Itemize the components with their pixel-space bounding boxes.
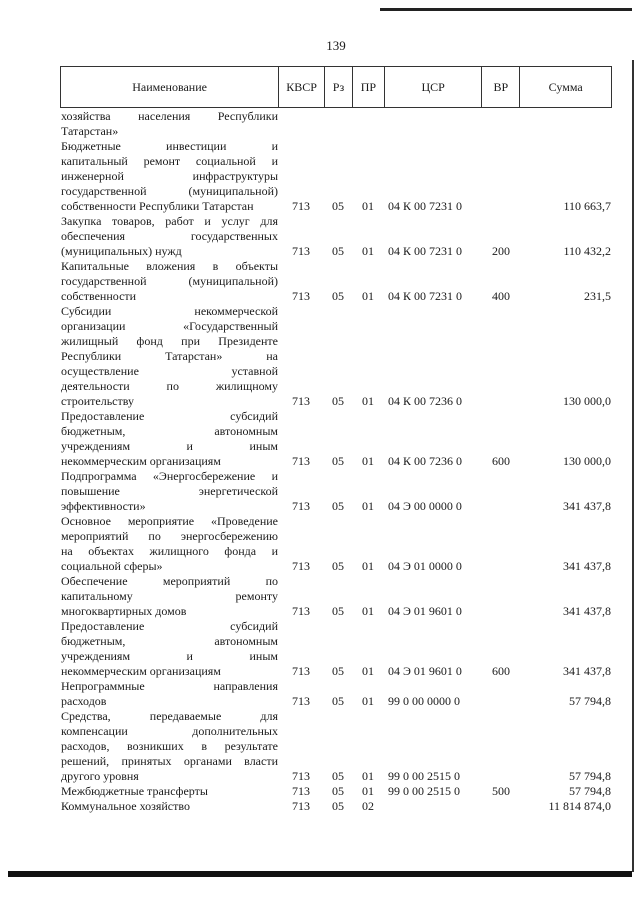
header-kvsr: КВСР (278, 67, 324, 107)
row-name-line: повышение энергетической (61, 484, 278, 498)
row-rz: 05 (332, 769, 344, 783)
row-name-line: хозяйства населения Республики (61, 109, 278, 123)
table-row (60, 409, 612, 469)
table-row (60, 214, 612, 259)
row-name-line: капитальный ремонт социальной и (61, 154, 278, 168)
row-name (60, 304, 278, 409)
row-name-line: Основное мероприятие «Проведение (61, 514, 278, 528)
table-row (60, 259, 612, 304)
row-name-line: на объектах жилищного фонда и (61, 544, 278, 558)
row-name-line: бюджетным, автономным (61, 424, 278, 438)
row-name (60, 214, 278, 259)
row-pr: 01 (362, 244, 374, 258)
row-name-line: Предоставление субсидий (61, 619, 278, 633)
row-name-line: государственной (муниципальной) (61, 274, 278, 288)
header-pr: ПР (352, 67, 384, 107)
table-row (60, 619, 612, 679)
row-csr: 99 0 00 2515 0 (388, 784, 460, 798)
header-name: Наименование (132, 79, 207, 94)
row-name-line: Непрограммные направления (61, 679, 278, 693)
row-name-line: организации «Государственный (61, 319, 278, 333)
row-name-line: некоммерческим организациям (61, 454, 221, 468)
table-row (60, 574, 612, 619)
row-name-line: осуществление уставной (61, 364, 278, 378)
row-kvsr: 713 (292, 604, 310, 618)
row-sum: 341 437,8 (563, 664, 611, 678)
row-name (60, 574, 278, 619)
row-name-line: бюджетным, автономным (61, 634, 278, 648)
row-sum: 57 794,8 (569, 769, 611, 783)
row-name-line: инженерной инфраструктуры (61, 169, 278, 183)
row-kvsr: 713 (292, 769, 310, 783)
row-kvsr: 713 (292, 244, 310, 258)
row-pr: 01 (362, 499, 374, 513)
row-kvsr: 713 (292, 394, 310, 408)
row-name-line: собственности (61, 289, 137, 303)
right-edge-line (632, 60, 634, 872)
row-name-line: Обеспечение мероприятий по (61, 574, 278, 588)
row-rz: 05 (332, 499, 344, 513)
row-sum: 57 794,8 (569, 784, 611, 798)
row-name-line: Предоставление субсидий (61, 409, 278, 423)
row-vr: 600 (492, 454, 510, 468)
row-csr: 04 Э 01 9601 0 (388, 664, 462, 678)
row-name-line: социальной сферы» (61, 559, 163, 573)
row-pr: 01 (362, 604, 374, 618)
row-sum: 11 814 874,0 (548, 799, 611, 813)
row-name-line: (муниципальных) нужд (61, 244, 182, 258)
row-pr: 01 (362, 664, 374, 678)
row-name-line: собственности Республики Татарстан (61, 199, 254, 213)
row-name-line: учреждениям и иным (61, 649, 278, 663)
row-rz: 05 (332, 289, 344, 303)
row-kvsr: 713 (292, 664, 310, 678)
row-pr: 01 (362, 784, 374, 798)
row-name (60, 679, 278, 709)
row-pr: 02 (362, 799, 374, 813)
row-name (60, 469, 278, 514)
bottom-border-line (8, 871, 632, 877)
row-name-line: Средства, передаваемые для (61, 709, 278, 723)
row-kvsr: 713 (292, 694, 310, 708)
top-border-line (380, 8, 632, 11)
row-kvsr: 713 (292, 499, 310, 513)
row-sum: 110 663,7 (563, 199, 611, 213)
row-csr: 04 К 00 7231 0 (388, 244, 463, 258)
row-name-line: Республики Татарстан» на (61, 349, 278, 363)
row-rz: 05 (332, 394, 344, 408)
row-name-line: Межбюджетные трансферты (61, 784, 208, 798)
row-sum: 341 437,8 (563, 499, 611, 513)
row-name-line: некоммерческим организациям (61, 664, 221, 678)
row-name-line: компенсации дополнительных (61, 724, 278, 738)
table-row (60, 109, 612, 139)
row-rz: 05 (332, 664, 344, 678)
row-name-line: Капитальные вложения в объекты (61, 259, 278, 273)
row-name-line: другого уровня (61, 769, 139, 783)
row-name-line: строительству (61, 394, 134, 408)
header-sum: Сумма (519, 67, 611, 107)
row-csr: 04 К 00 7231 0 (388, 199, 463, 213)
row-kvsr: 713 (292, 454, 310, 468)
row-name-line: учреждениям и иным (61, 439, 278, 453)
row-name (60, 409, 278, 469)
row-name (60, 784, 278, 799)
row-name (60, 139, 278, 214)
row-name-line: деятельности по жилищному (61, 379, 278, 393)
table-row (60, 679, 612, 709)
row-pr: 01 (362, 394, 374, 408)
row-name (60, 619, 278, 679)
row-rz: 05 (332, 454, 344, 468)
row-pr: 01 (362, 454, 374, 468)
row-name-line: жилищный фонд при Президенте (61, 334, 278, 348)
row-name-line: мероприятий по энергосбережению (61, 529, 278, 543)
row-rz: 05 (332, 784, 344, 798)
row-sum: 341 437,8 (563, 559, 611, 573)
table-row (60, 469, 612, 514)
row-kvsr: 713 (292, 199, 310, 213)
row-name (60, 709, 278, 784)
row-rz: 05 (332, 559, 344, 573)
row-vr: 200 (492, 244, 510, 258)
page-number: 139 (326, 38, 346, 53)
row-csr: 04 К 00 7236 0 (388, 394, 463, 408)
row-vr: 500 (492, 784, 510, 798)
row-name-line: капитальному ремонту (61, 589, 278, 603)
table-row (60, 709, 612, 784)
table-row (60, 784, 612, 799)
row-rz: 05 (332, 604, 344, 618)
row-kvsr: 713 (292, 784, 310, 798)
row-sum: 231,5 (584, 289, 611, 303)
row-name-line: расходов (61, 694, 107, 708)
row-name-line: государственной (муниципальной) (61, 184, 278, 198)
table-row (60, 304, 612, 409)
row-name-line: Бюджетные инвестиции и (61, 139, 278, 153)
row-rz: 05 (332, 799, 344, 813)
row-csr: 04 К 00 7236 0 (388, 454, 463, 468)
table-row (60, 799, 612, 814)
row-csr: 04 Э 01 9601 0 (388, 604, 462, 618)
row-sum: 110 432,2 (563, 244, 611, 258)
row-name-line: эффективности» (61, 499, 146, 513)
row-csr: 04 Э 01 0000 0 (388, 559, 462, 573)
row-name (60, 259, 278, 304)
row-name (60, 514, 278, 574)
row-name-line: обеспечения государственных (61, 229, 278, 243)
row-csr: 99 0 00 0000 0 (388, 694, 460, 708)
table-row (60, 139, 612, 214)
row-csr: 04 Э 00 0000 0 (388, 499, 462, 513)
row-pr: 01 (362, 199, 374, 213)
row-rz: 05 (332, 694, 344, 708)
row-sum: 130 000,0 (563, 394, 611, 408)
row-pr: 01 (362, 559, 374, 573)
row-pr: 01 (362, 694, 374, 708)
row-name-line: Коммунальное хозяйство (61, 799, 190, 813)
row-name (60, 799, 278, 814)
row-kvsr: 713 (292, 289, 310, 303)
row-pr: 01 (362, 289, 374, 303)
row-name-line: многоквартирных домов (61, 604, 187, 618)
row-name-line: решений, принятых органами власти (61, 754, 278, 768)
row-vr: 400 (492, 289, 510, 303)
row-name-line: Закупка товаров, работ и услуг для (61, 214, 278, 228)
header-csr: ЦСР (384, 67, 482, 107)
row-pr: 01 (362, 769, 374, 783)
row-rz: 05 (332, 199, 344, 213)
row-kvsr: 713 (292, 799, 310, 813)
row-name-line: Подпрограмма «Энергосбережение и (61, 469, 278, 483)
row-name-line: Татарстан» (61, 124, 119, 138)
table-header (60, 66, 612, 108)
row-csr: 04 К 00 7231 0 (388, 289, 463, 303)
header-vr: ВР (481, 67, 519, 107)
row-kvsr: 713 (292, 559, 310, 573)
row-name-line: Субсидии некоммерческой (61, 304, 278, 318)
row-rz: 05 (332, 244, 344, 258)
header-rz: Рз (324, 67, 352, 107)
row-vr: 600 (492, 664, 510, 678)
row-name (60, 109, 278, 139)
row-sum: 57 794,8 (569, 694, 611, 708)
row-sum: 130 000,0 (563, 454, 611, 468)
row-sum: 341 437,8 (563, 604, 611, 618)
table-row (60, 514, 612, 574)
table-body (60, 109, 612, 814)
row-csr: 99 0 00 2515 0 (388, 769, 460, 783)
row-name-line: расходов, возникших в результате (61, 739, 278, 753)
